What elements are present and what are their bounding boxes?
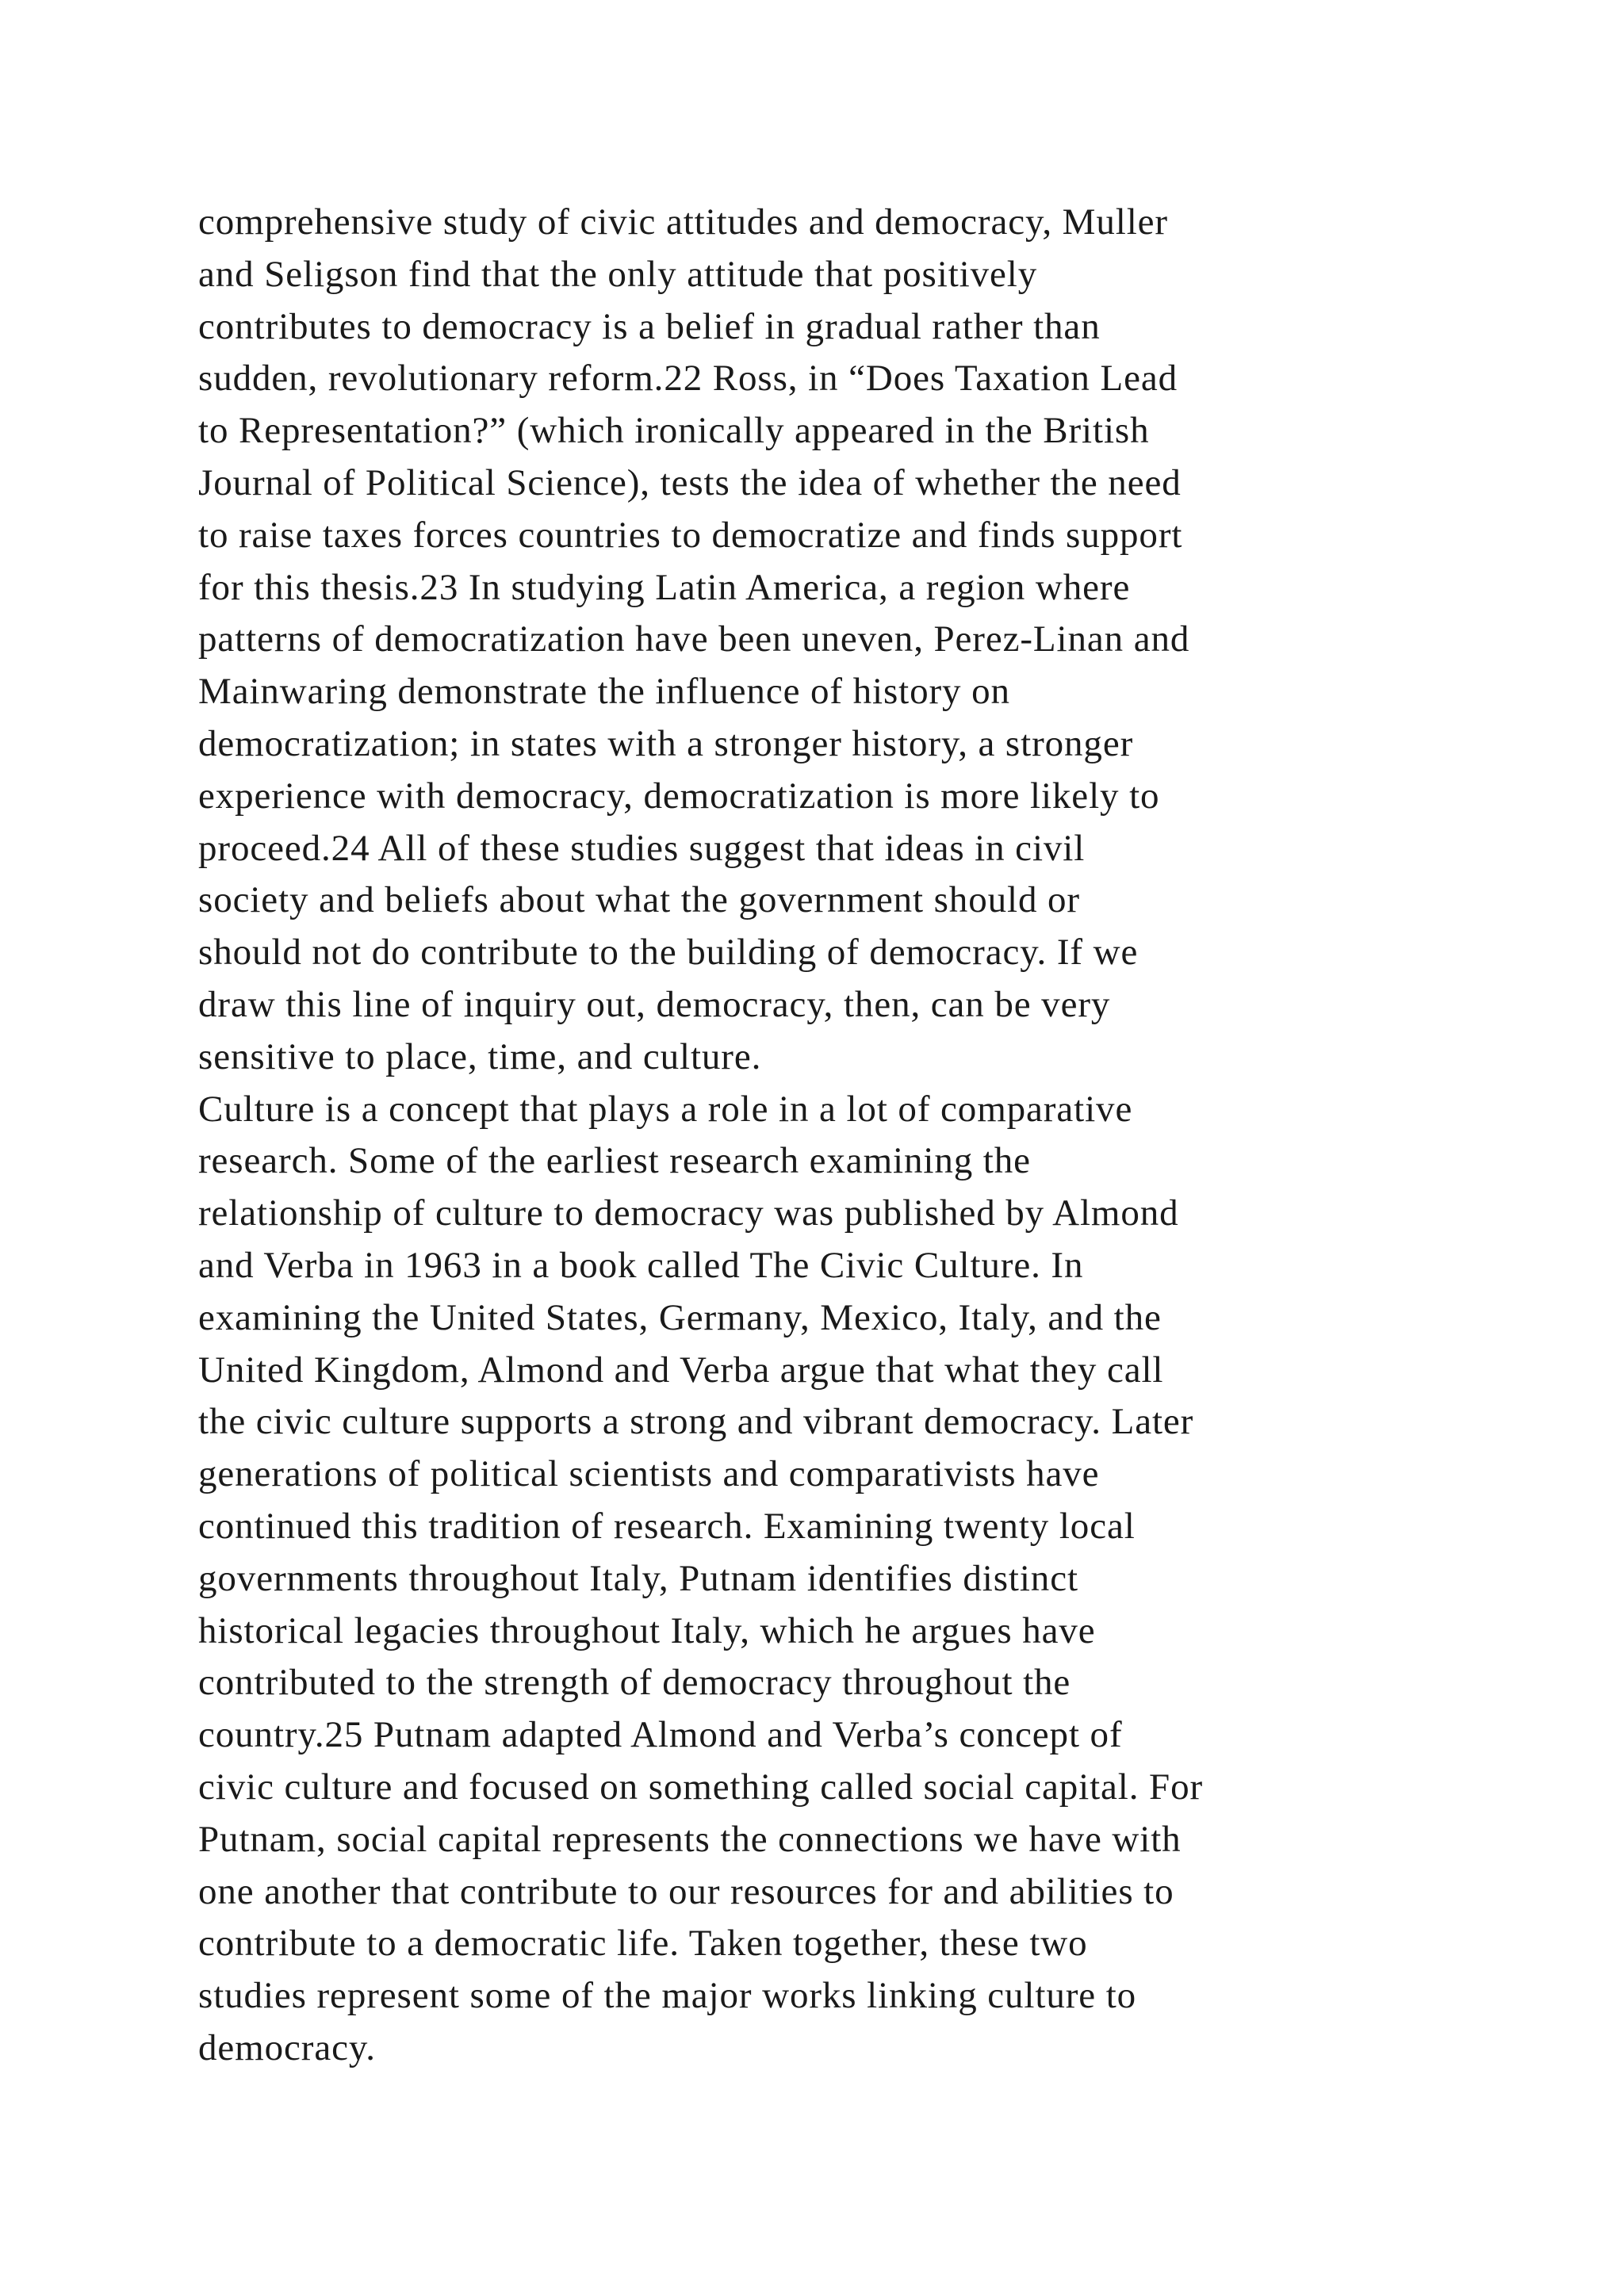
text-line: to Representation?” (which ironically appeared in the British: [198, 410, 1150, 452]
text-line: governments throughout Italy, Putnam identifies distinct: [198, 1557, 1078, 1599]
text-line: to raise taxes forces countries to democratize and finds support: [198, 514, 1183, 556]
text-line: and Seligson find that the only attitude that positively: [198, 253, 1038, 295]
body-text: [198, 197, 1483, 2075]
text-line: country.25 Putnam adapted Almond and Verba’s concept of: [198, 1714, 1123, 1756]
text-line: Culture is a concept that plays a role in a lot of comparative: [198, 1088, 1133, 1130]
text-line: generations of political scientists and comparativists have: [198, 1453, 1100, 1495]
text-line: relationship of culture to democracy was published by Almond: [198, 1192, 1179, 1234]
text-line: democratization; in states with a stronger history, a stronger: [198, 722, 1134, 764]
text-line: contributes to democracy is a belief in gradual rather than: [198, 305, 1101, 347]
text-line: sensitive to place, time, and culture.: [198, 1035, 762, 1077]
text-line: contribute to a democratic life. Taken together, these two: [198, 1923, 1088, 1965]
text-line: continued this tradition of research. Examining twenty local: [198, 1505, 1136, 1547]
text-line: Journal of Political Science), tests the idea of whether the need: [198, 461, 1182, 503]
text-line: the civic culture supports a strong and vibrant democracy. Later: [198, 1401, 1194, 1443]
text-line: comprehensive study of civic attitudes and democracy, Muller: [198, 201, 1168, 243]
text-line: should not do contribute to the building of democracy. If we: [198, 932, 1139, 974]
text-line: one another that contribute to our resources for and abilities to: [198, 1870, 1174, 1912]
text-line: experience with democracy, democratization is more likely to: [198, 775, 1160, 817]
text-line: and Verba in 1963 in a book called The Civic Culture. In: [198, 1244, 1084, 1286]
text-line: patterns of democratization have been uneven, Perez-Linan and: [198, 618, 1190, 660]
text-line: studies represent some of the major works linking culture to: [198, 1975, 1137, 2017]
text-line: contributed to the strength of democracy throughout the: [198, 1662, 1071, 1704]
text-line: research. Some of the earliest research examining the: [198, 1140, 1031, 1182]
text-line: examining the United States, Germany, Mexico, Italy, and the: [198, 1296, 1162, 1338]
text-line: sudden, revolutionary reform.22 Ross, in “Does Taxation Lead: [198, 358, 1178, 400]
text-line: draw this line of inquiry out, democracy, then, can be very: [198, 983, 1111, 1025]
text-line: Mainwaring demonstrate the influence of history on: [198, 671, 1010, 713]
text-line: Putnam, social capital represents the connections we have with: [198, 1818, 1182, 1860]
text-line: for this thesis.23 In studying Latin America, a region where: [198, 566, 1131, 608]
text-line: proceed.24 All of these studies suggest that ideas in civil: [198, 827, 1086, 869]
text-line: United Kingdom, Almond and Verba argue that what they call: [198, 1349, 1164, 1391]
text-line: democracy.: [198, 2026, 376, 2068]
text-line: historical legacies throughout Italy, which he argues have: [198, 1609, 1096, 1651]
text-line: civic culture and focused on something called social capital. For: [198, 1766, 1204, 1808]
text-line: society and beliefs about what the government should or: [198, 879, 1080, 921]
